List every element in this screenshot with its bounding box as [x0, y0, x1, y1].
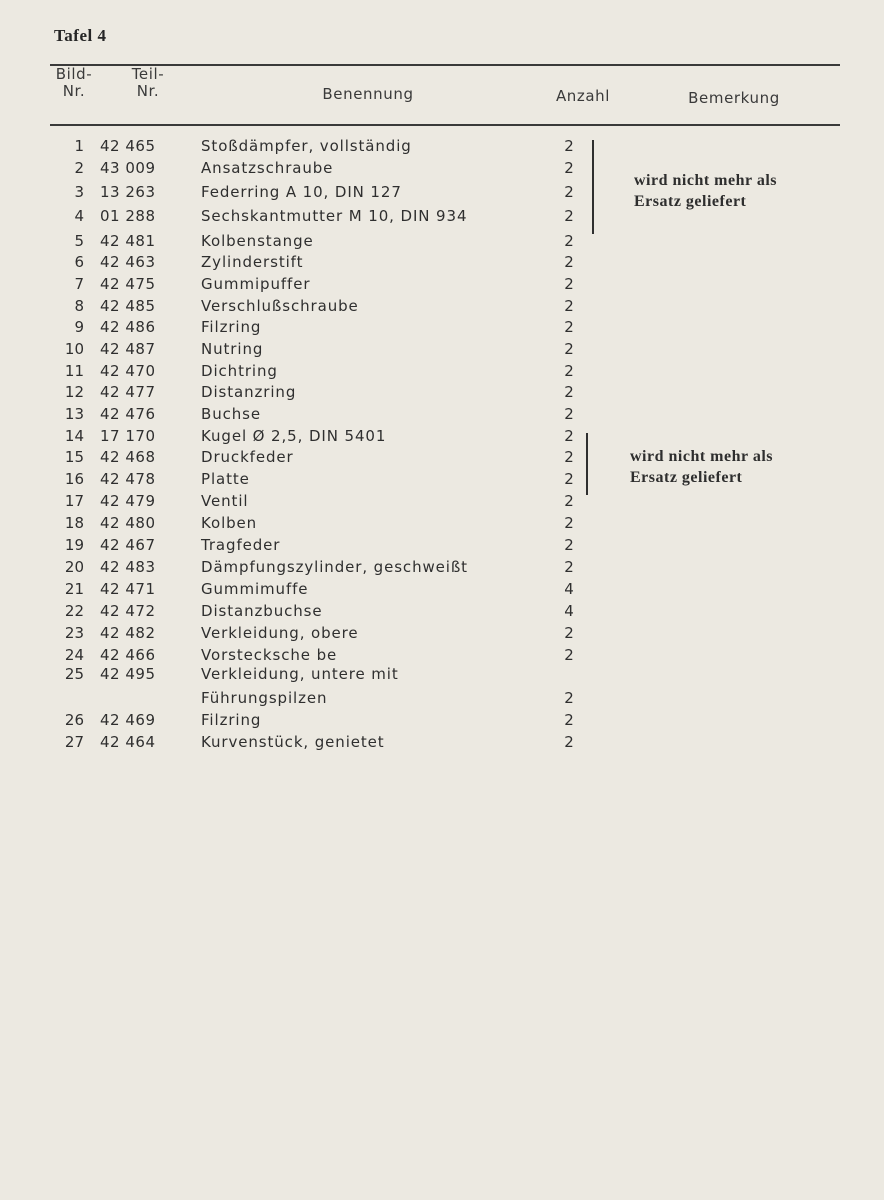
header-benennung: Benennung — [322, 85, 414, 103]
table-row — [0, 253, 884, 275]
row-anzahl: 2 — [564, 536, 574, 554]
row-anzahl: 2 — [564, 253, 574, 271]
table-row — [0, 232, 884, 254]
row-teil-nr: 42 477 — [100, 383, 156, 401]
row-bild-nr: 6 — [74, 253, 84, 271]
row-teil-nr: 42 470 — [100, 362, 156, 380]
row-benennung: Gummimuffe — [201, 580, 309, 598]
row-benennung: Kolbenstange — [201, 232, 314, 250]
row-anzahl: 4 — [564, 602, 574, 620]
header-bild-label: Bild- — [55, 65, 93, 83]
row-teil-nr: 42 468 — [100, 448, 156, 466]
row-bild-nr: 16 — [64, 470, 84, 488]
row-benennung: Druckfeder — [201, 448, 294, 466]
row-teil-nr: 42 481 — [100, 232, 156, 250]
row-anzahl: 2 — [564, 448, 574, 466]
row-anzahl: 2 — [564, 711, 574, 729]
row-bild-nr: 23 — [64, 624, 84, 642]
row-anzahl: 2 — [564, 275, 574, 293]
row-benennung: Verkleidung, obere — [201, 624, 359, 642]
remark-bracket-2 — [586, 433, 588, 495]
header-bottom-rule — [50, 124, 840, 126]
row-teil-nr: 42 472 — [100, 602, 156, 620]
row-benennung: Tragfeder — [201, 536, 281, 554]
row-benennung: Ansatzschraube — [201, 159, 334, 177]
header-bemerkung: Bemerkung — [688, 89, 780, 107]
row-benennung: Platte — [201, 470, 250, 488]
table-row — [0, 340, 884, 362]
row-anzahl: 2 — [564, 405, 574, 423]
row-anzahl: 2 — [564, 183, 574, 201]
remark-note-1-line2: Ersatz geliefert — [634, 193, 747, 210]
row-benennung: Gummipuffer — [201, 275, 311, 293]
row-benennung: Kugel Ø 2,5, DIN 5401 — [201, 427, 387, 445]
row-benennung: Distanzbuchse — [201, 602, 323, 620]
row-teil-nr: 42 467 — [100, 536, 156, 554]
row-bild-nr: 8 — [74, 297, 84, 315]
table-row — [0, 665, 884, 687]
table-row — [0, 624, 884, 646]
header-teil-nr — [118, 66, 178, 100]
row-teil-nr: 42 466 — [100, 646, 156, 664]
row-benennung: Dichtring — [201, 362, 278, 380]
row-anzahl: 2 — [564, 297, 574, 315]
table-row — [0, 711, 884, 733]
table-row — [0, 514, 884, 536]
row-benennung: Ventil — [201, 492, 249, 510]
row-teil-nr: 42 487 — [100, 340, 156, 358]
row-anzahl: 2 — [564, 159, 574, 177]
row-bild-nr: 9 — [74, 318, 84, 336]
row-bild-nr: 3 — [74, 183, 84, 201]
row-teil-nr: 42 480 — [100, 514, 156, 532]
row-anzahl: 2 — [564, 558, 574, 576]
row-bild-nr: 10 — [64, 340, 84, 358]
row-benennung: Filzring — [201, 711, 262, 729]
row-anzahl: 2 — [564, 470, 574, 488]
header-bild-nr-label: Nr. — [62, 82, 86, 100]
row-bild-nr: 27 — [64, 733, 84, 751]
header-teil-label: Teil- — [131, 65, 165, 83]
row-benennung: Verschlußschraube — [201, 297, 359, 315]
row-teil-nr: 42 471 — [100, 580, 156, 598]
row-teil-nr: 42 483 — [100, 558, 156, 576]
row-anzahl: 2 — [564, 646, 574, 664]
row-teil-nr: 42 476 — [100, 405, 156, 423]
row-anzahl: 4 — [564, 580, 574, 598]
row-teil-nr: 42 479 — [100, 492, 156, 510]
row-bild-nr: 13 — [64, 405, 84, 423]
row-teil-nr: 42 482 — [100, 624, 156, 642]
row-teil-nr: 42 463 — [100, 253, 156, 271]
row-anzahl: 2 — [564, 207, 574, 225]
remark-note-2-line2: Ersatz geliefert — [630, 469, 743, 486]
row-teil-nr: 42 475 — [100, 275, 156, 293]
row-bild-nr: 5 — [74, 232, 84, 250]
row-benennung: Buchse — [201, 405, 261, 423]
remark-note-2-line1: wird nicht mehr als — [630, 448, 773, 465]
row-bild-nr: 21 — [64, 580, 84, 598]
row-anzahl: 2 — [564, 624, 574, 642]
row-bild-nr: 18 — [64, 514, 84, 532]
row-bild-nr: 7 — [74, 275, 84, 293]
row-bild-nr: 22 — [64, 602, 84, 620]
row-bild-nr: 26 — [64, 711, 84, 729]
row-benennung: Stoßdämpfer, vollständig — [201, 137, 412, 155]
row-benennung: Dämpfungszylinder, geschweißt — [201, 558, 468, 576]
row-anzahl: 2 — [564, 427, 574, 445]
row-teil-nr: 13 263 — [100, 183, 156, 201]
row-benennung: Verkleidung, untere mit — [201, 665, 399, 683]
table-row — [0, 318, 884, 340]
row-benennung: Distanzring — [201, 383, 297, 401]
row-benennung: Kolben — [201, 514, 258, 532]
row-anzahl: 2 — [564, 492, 574, 510]
table-row — [0, 602, 884, 624]
row-benennung: Sechskantmutter M 10, DIN 934 — [201, 207, 468, 225]
remark-note-1-line1: wird nicht mehr als — [634, 172, 777, 189]
row-benennung: Federring A 10, DIN 127 — [201, 183, 402, 201]
row-bild-nr: 25 — [64, 665, 84, 683]
remark-note-1 — [634, 170, 777, 212]
table-row — [0, 558, 884, 580]
table-row — [0, 362, 884, 384]
row-bild-nr: 12 — [64, 383, 84, 401]
row-bild-nr: 19 — [64, 536, 84, 554]
row-bild-nr: 14 — [64, 427, 84, 445]
table-row — [0, 689, 884, 711]
remark-note-2 — [630, 446, 773, 488]
row-anzahl: 2 — [564, 232, 574, 250]
row-bild-nr: 2 — [74, 159, 84, 177]
header-teil-nr-label: Nr. — [136, 82, 160, 100]
table-row — [0, 383, 884, 405]
table-row — [0, 536, 884, 558]
row-benennung: Führungspilzen — [201, 689, 328, 707]
row-benennung: Nutring — [201, 340, 264, 358]
table-row — [0, 580, 884, 602]
table-row — [0, 137, 884, 159]
row-teil-nr: 42 469 — [100, 711, 156, 729]
row-benennung: Kurvenstück, genietet — [201, 733, 385, 751]
row-bild-nr: 17 — [64, 492, 84, 510]
row-anzahl: 2 — [564, 137, 574, 155]
table-row — [0, 492, 884, 514]
row-teil-nr: 42 464 — [100, 733, 156, 751]
row-teil-nr: 42 485 — [100, 297, 156, 315]
row-bild-nr: 1 — [74, 137, 84, 155]
row-bild-nr: 20 — [64, 558, 84, 576]
row-anzahl: 2 — [564, 383, 574, 401]
row-teil-nr: 42 486 — [100, 318, 156, 336]
row-bild-nr: 24 — [64, 646, 84, 664]
row-anzahl: 2 — [564, 318, 574, 336]
row-bild-nr: 4 — [74, 207, 84, 225]
row-anzahl: 2 — [564, 514, 574, 532]
row-teil-nr: 42 495 — [100, 665, 156, 683]
row-teil-nr: 43 009 — [100, 159, 156, 177]
remark-bracket-1 — [592, 140, 594, 234]
page-title: Tafel 4 — [54, 26, 107, 45]
table-row — [0, 405, 884, 427]
row-anzahl: 2 — [564, 733, 574, 751]
row-teil-nr: 42 478 — [100, 470, 156, 488]
row-teil-nr: 42 465 — [100, 137, 156, 155]
row-teil-nr: 17 170 — [100, 427, 156, 445]
row-bild-nr: 15 — [64, 448, 84, 466]
row-benennung: Zylinderstift — [201, 253, 304, 271]
row-bild-nr: 11 — [64, 362, 84, 380]
table-row — [0, 275, 884, 297]
row-benennung: Vorstecksche be — [201, 646, 338, 664]
header-anzahl: Anzahl — [555, 87, 611, 105]
row-benennung: Filzring — [201, 318, 262, 336]
row-teil-nr: 01 288 — [100, 207, 156, 225]
row-anzahl: 2 — [564, 689, 574, 707]
table-row — [0, 297, 884, 319]
header-bild-nr — [44, 66, 104, 100]
row-anzahl: 2 — [564, 340, 574, 358]
row-anzahl: 2 — [564, 362, 574, 380]
table-row — [0, 733, 884, 755]
